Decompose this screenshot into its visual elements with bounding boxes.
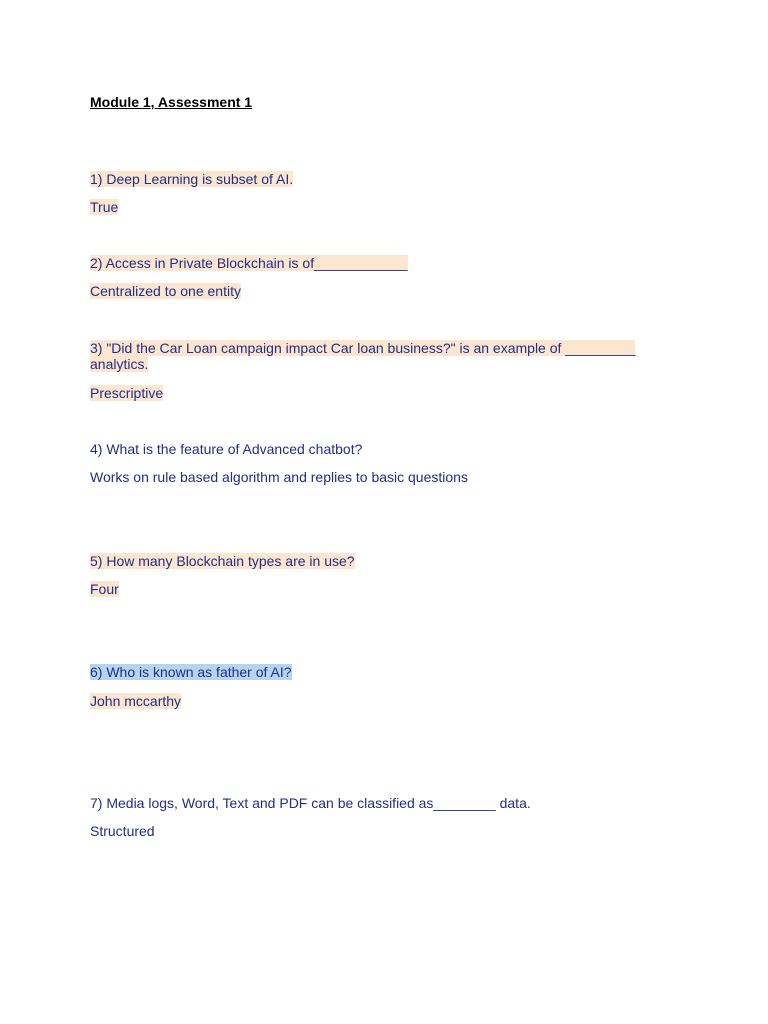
question-4-text: 4) What is the feature of Advanced chatbot? <box>90 441 363 457</box>
question-7 <box>90 795 531 811</box>
answer-3-text: Prescriptive <box>90 385 164 401</box>
answer-7-text: Structured <box>90 823 155 839</box>
answer-1-text: True <box>90 199 119 215</box>
question-7-text: 7) Media logs, Word, Text and PDF can be classified as________ data. <box>90 795 531 811</box>
question-3-line-1 <box>90 340 635 356</box>
question-6 <box>90 664 292 680</box>
answer-3 <box>90 385 163 401</box>
answer-6 <box>90 693 181 709</box>
document-title: Module 1, Assessment 1 <box>90 94 253 110</box>
answer-1 <box>90 199 118 215</box>
question-5-text: 5) How many Blockchain types are in use? <box>90 553 355 569</box>
answer-2 <box>90 283 241 299</box>
answer-4-text: Works on rule based algorithm and replies to basic questions <box>90 469 468 485</box>
answer-5 <box>90 581 119 597</box>
answer-2-text: Centralized to one entity <box>90 283 241 299</box>
question-3-line-2 <box>90 356 148 372</box>
answer-4 <box>90 469 468 485</box>
question-1 <box>90 171 293 187</box>
question-3-text-2: analytics. <box>90 356 149 372</box>
question-2 <box>90 255 408 271</box>
answer-6-text: John mccarthy <box>90 693 182 709</box>
question-6-text: 6) Who is known as father of AI? <box>90 664 292 680</box>
question-3-text-1: 3) "Did the Car Loan campaign impact Car loan business?" is an example of _________ <box>90 340 636 356</box>
question-2-text: 2) Access in Private Blockchain is of____________ <box>90 255 408 271</box>
question-4 <box>90 441 362 457</box>
question-1-text: 1) Deep Learning is subset of AI. <box>90 171 294 187</box>
answer-7 <box>90 823 155 839</box>
question-5 <box>90 553 355 569</box>
answer-5-text: Four <box>90 581 119 597</box>
